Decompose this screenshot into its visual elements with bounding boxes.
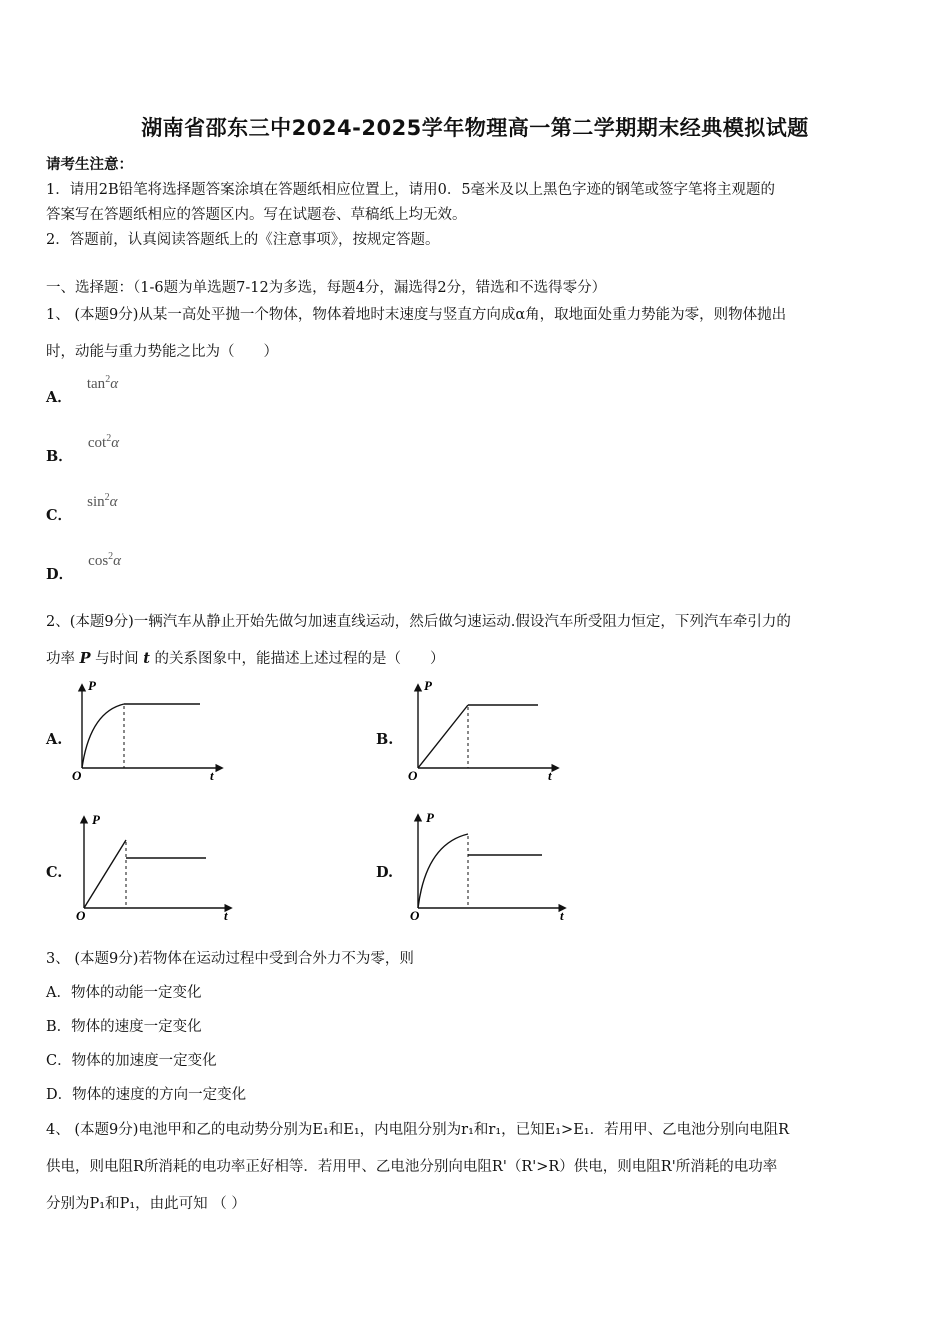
q3-line-1: 3、 (本题9分)若物体在运动过程中受到合外力不为零，则 — [46, 951, 414, 967]
x-axis-label: t — [560, 908, 564, 923]
power-ramp — [84, 840, 126, 908]
q2-graph-d-label: D. — [376, 864, 394, 881]
math-expression: $\tan^2\alpha$ — [86, 374, 119, 392]
y-axis-label: P — [88, 678, 96, 693]
x-axis-label: t — [548, 768, 552, 783]
q1-option-b — [46, 431, 120, 465]
origin-label: O — [72, 768, 82, 783]
q1-option-c — [46, 490, 118, 524]
q4-line-1: 4、 (本题9分)电池甲和乙的电动势分别为E₁和E₁，内电阻分别为r₁和r₁，已知E₁>E₁．若用甲、乙电池分别向电阻R — [46, 1122, 790, 1138]
math-expression: $\cot^2\alpha$ — [87, 433, 120, 451]
notice-item-1b: 答案写在答题纸相应的答题区内。写在试题卷、草稿纸上均无效。 — [46, 207, 467, 223]
q2-graph-b-label: B. — [376, 731, 394, 748]
power-curve — [82, 704, 124, 768]
q2-line-1: 2、(本题9分)一辆汽车从静止开始先做匀加速直线运动，然后做匀速运动.假设汽车所受阻力恒定，下列汽车牵引力的 — [46, 614, 791, 630]
x-axis-label: t — [210, 768, 214, 783]
power-ramp — [418, 705, 468, 768]
y-axis-label: P — [424, 678, 432, 693]
q2-graph-a-label: A. — [46, 731, 63, 748]
notice-item-2: 2．答题前，认真阅读答题纸上的《注意事项》，按规定答题。 — [46, 232, 440, 248]
q4-line-2: 供电，则电阻R所消耗的电功率正好相等．若用甲、乙电池分别向电阻R'（R'>R）供电，则电阻R'所消耗的电功率 — [46, 1159, 778, 1175]
q2-graph-a — [66, 676, 236, 788]
q1-line-1: 1、 (本题9分)从某一高处平抛一个物体，物体着地时末速度与竖直方向成α角，取地面处重力势能为零，则物体抛出 — [46, 307, 787, 323]
q1-line-2: 时，动能与重力势能之比为（ ） — [46, 344, 278, 360]
math-expression: $\sin^2\alpha$ — [87, 492, 118, 510]
math-expression: $\cos^2\alpha$ — [88, 551, 122, 569]
option-label: A． — [46, 389, 72, 406]
y-axis-label: P — [92, 812, 100, 827]
origin-label: O — [76, 908, 86, 923]
q1-option-d — [46, 549, 122, 583]
option-label: C． — [46, 507, 73, 524]
q2-graph-c-label: C. — [46, 864, 63, 881]
origin-label: O — [408, 768, 418, 783]
q2-graph-d — [402, 806, 577, 926]
q2-graph-b — [402, 676, 572, 788]
page-title: 湖南省邵东三中2024-2025学年物理高一第二学期期末经典模拟试题 — [141, 116, 809, 140]
option-label: D． — [46, 566, 74, 583]
notice-heading: 请考生注意： — [46, 156, 133, 173]
y-axis-label: P — [426, 810, 434, 825]
section-heading: 一、选择题：（1-6题为单选题7-12为多选，每题4分，漏选得2分，错选和不选得零分） — [46, 280, 607, 296]
q3-option-d: D．物体的速度的方向一定变化 — [46, 1087, 247, 1103]
power-curve — [418, 834, 468, 908]
q4-line-3: 分别为P₁和P₁，由此可知 （ ） — [46, 1196, 246, 1212]
q3-option-c: C．物体的加速度一定变化 — [46, 1053, 217, 1069]
q2-graph-c — [70, 808, 240, 926]
x-axis-label: t — [224, 908, 228, 923]
notice-item-1a: 1．请用2B铅笔将选择题答案涂填在答题纸相应位置上，请用0．5毫米及以上黑色字迹的钢笔或签字笔将主观题的 — [46, 182, 776, 198]
q1-option-a — [46, 372, 119, 406]
q2-line-2: 功率 P 与时间 t 的关系图象中，能描述上述过程的是（ ） — [46, 650, 445, 667]
q3-option-a: A．物体的动能一定变化 — [46, 985, 202, 1001]
origin-label: O — [410, 908, 420, 923]
q3-option-b: B．物体的速度一定变化 — [46, 1019, 202, 1035]
option-label: B． — [46, 448, 73, 465]
